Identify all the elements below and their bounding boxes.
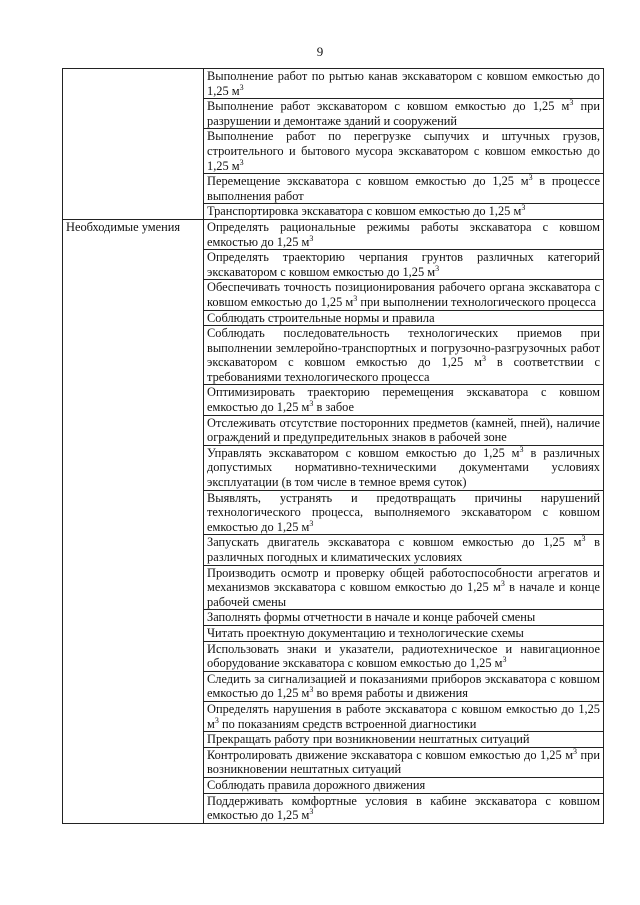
cell-text-superscript: 3 [519, 444, 524, 454]
cell-text-superscript: 3 [573, 746, 578, 756]
table-cell-text [204, 490, 604, 535]
cell-text-main: Выявлять, устранять и предотвращать причины нарушений технологического процесса, выполняемого экскаватором с ковшом емкостью до 1,25 м [207, 490, 600, 534]
cell-text-main: Оптимизировать траекторию перемещения экскаватора с ковшом емкостью до 1,25 м [207, 385, 600, 415]
table-cell-text [204, 250, 604, 280]
cell-text-main: Выполнение работ по рытью канав экскаватором с ковшом емкостью до 1,25 м [207, 69, 600, 98]
table-cell-text [204, 732, 604, 748]
cell-text-main: Определять нарушения в работе экскаватора с ковшом емкостью до 1,25 м [207, 701, 600, 731]
cell-text-rest: в процессе выполнения работ [207, 174, 600, 203]
table-row [63, 219, 604, 249]
table-cell-text [204, 99, 604, 129]
table-cell-text [204, 777, 604, 793]
label-cell-empty [63, 69, 204, 220]
cell-text-main: Определять траекторию черпания грунтов различных категорий экскаватором с ковшом емкостью до 1,25 м [207, 250, 600, 279]
table-row [63, 69, 604, 99]
table-cell-text [204, 415, 604, 445]
cell-text-rest: при выполнении технологического процесса [357, 294, 597, 309]
section-label: Необходимые умения [63, 219, 204, 823]
cell-text-rest: в различных допустимых нормативно-техническими документами условиях эксплуатации (в том числе в темное время суток) [207, 445, 600, 490]
table-cell-text [204, 326, 604, 385]
cell-text-main: Выполнение работ по перегрузке сыпучих и штучных грузов, строительного и бытового мусора экскаватором с ковшом емкостью до 1,25 м [207, 129, 600, 173]
table-cell-text [204, 565, 604, 610]
cell-text-main: Управлять экскаватором с ковшом емкостью до 1,25 м [207, 445, 520, 460]
cell-text-superscript: 3 [309, 518, 314, 528]
cell-text-superscript: 3 [569, 98, 574, 108]
cell-text-main: Выполнение работ экскаватором с ковшом емкостью до 1,25 м [207, 99, 570, 114]
cell-text-main: Следить за сигнализацией и показаниями приборов экскаватора с ковшом емкостью до 1,25 м [207, 671, 600, 701]
cell-text-main: Использовать знаки и указатели, радиотехническое и навигационное оборудование экскаватора с ковшом емкостью до 1,25 м [207, 641, 600, 671]
cell-text-superscript: 3 [309, 806, 314, 816]
cell-text-rest: при возникновении нештатных ситуаций [207, 747, 600, 777]
page-number: 9 [316, 44, 324, 59]
table-cell-text [204, 129, 604, 174]
cell-text-superscript: 3 [481, 354, 486, 364]
cell-text-superscript: 3 [581, 534, 586, 544]
table-cell-text [204, 445, 604, 490]
cell-text-main: Запускать двигатель экскаватора с ковшом емкостью до 1,25 м [207, 535, 582, 550]
cell-text-superscript: 3 [309, 398, 314, 408]
cell-text-superscript: 3 [435, 263, 440, 273]
cell-text-main: Контролировать движение экскаватора с ковшом емкостью до 1,25 м [207, 747, 574, 762]
table-cell-text [204, 310, 604, 326]
cell-text-superscript: 3 [502, 655, 507, 665]
table-cell-text [204, 204, 604, 220]
cell-text-main: Производить осмотр и проверку общей работоспособности агрегатов и механизмов экскаватора с ковшом емкостью до 1,25 м [207, 565, 600, 595]
skills-table [62, 68, 604, 824]
table-cell-text [204, 625, 604, 641]
cell-text-superscript: 3 [309, 685, 314, 695]
cell-text-main: Перемещение экскаватора с ковшом емкостью до 1,25 м [207, 174, 529, 189]
table-cell-text [204, 610, 604, 626]
cell-text-main: Обеспечивать точность позиционирования рабочего органа экскаватора с ковшом емкостью до 1,25 м [207, 280, 600, 309]
table-cell-text [204, 793, 604, 823]
cell-text-superscript: 3 [353, 293, 358, 303]
table-cell-text [204, 535, 604, 565]
cell-text-main: Соблюдать последовательность технологических приемов при выполнении землеройно-транспортных и погрузочно-разгрузочных работ экскаватором с ковшом емкостью до 1,25 м [207, 326, 600, 370]
cell-text-superscript: 3 [214, 715, 219, 725]
cell-text-main: Читать проектную документацию и технологические схемы [207, 625, 524, 640]
table-cell-text [204, 747, 604, 777]
table-cell-text [204, 701, 604, 731]
table-cell-text [204, 174, 604, 204]
cell-text-main: Соблюдать строительные нормы и правила [207, 310, 435, 325]
cell-text-main: Определять рациональные режимы работы экскаватора с ковшом емкостью до 1,25 м [207, 219, 600, 249]
cell-text-main: Соблюдать правила дорожного движения [207, 777, 426, 792]
table-cell-text [204, 219, 604, 249]
cell-text-rest: в различных погодных и климатических условиях [207, 535, 601, 564]
cell-text-superscript: 3 [239, 82, 244, 92]
cell-text-superscript: 3 [309, 233, 314, 243]
cell-text-rest: в начале и конце рабочей смены [207, 580, 600, 609]
cell-text-rest: в забое [313, 400, 354, 415]
cell-text-rest: при разрушении и демонтаже зданий и сооружений [207, 99, 600, 128]
cell-text-main: Заполнять формы отчетности в начале и конце рабочей смены [207, 610, 536, 625]
cell-text-main: Поддерживать комфортные условия в кабине экскаватора с ковшом емкостью до 1,25 м [207, 793, 600, 823]
cell-text-rest: во время работы и движения [313, 686, 468, 701]
cell-text-main: Прекращать работу при возникновении нештатных ситуаций [207, 732, 530, 747]
cell-text-main: Отслеживать отсутствие посторонних предметов (камней, пней), наличие ограждений и предупредительных знаков в рабочей зоне [207, 415, 600, 445]
cell-text-superscript: 3 [500, 579, 505, 589]
cell-text-superscript: 3 [239, 157, 244, 167]
table-cell-text [204, 671, 604, 701]
table-cell-text [204, 69, 604, 99]
table-cell-text [204, 280, 604, 310]
table-cell-text [204, 641, 604, 671]
cell-text-rest: по показаниям средств встроенной диагностики [218, 716, 477, 731]
table-cell-text [204, 385, 604, 415]
cell-text-rest: в соответствии с требованиями технологического процесса [207, 355, 600, 384]
cell-text-main: Транспортировка экскаватора с ковшом емкостью до 1,25 м [207, 204, 522, 219]
cell-text-superscript: 3 [528, 173, 533, 183]
cell-text-superscript: 3 [521, 203, 526, 213]
